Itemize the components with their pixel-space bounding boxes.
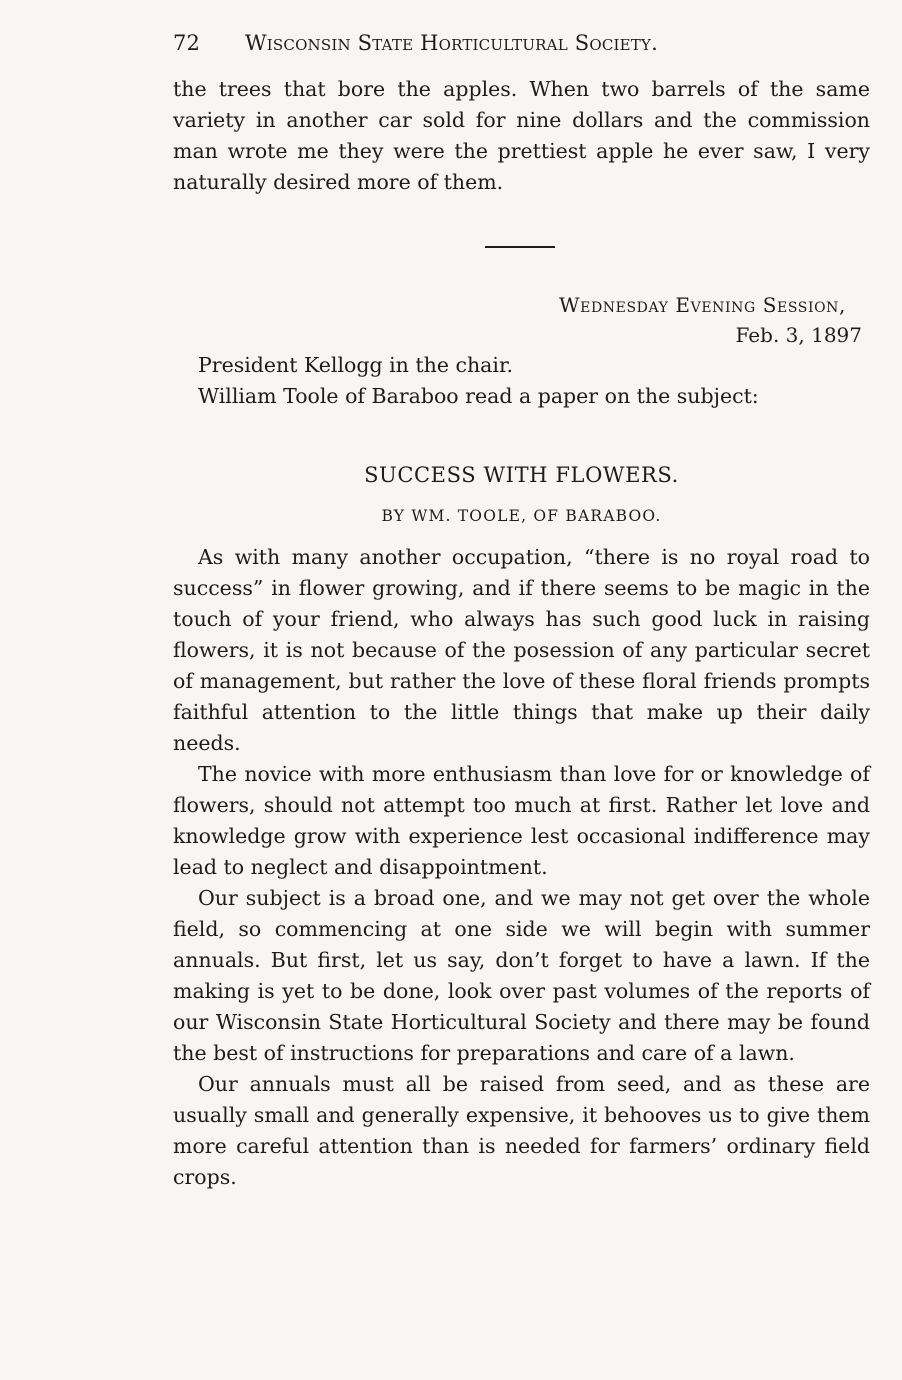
body-paragraph-2: The novice with more enthusiasm than love for or knowledge of flowers, should not attempt too much at first. Rather let love and knowledge grow with experience lest occasional indifference may lead to neglect and disappointment. [173,762,870,879]
page-number: 72 [173,31,201,55]
chair-line: President Kellogg in the chair. [198,353,514,377]
session-heading: Wednesday Evening Session, [558,293,846,317]
running-head [173,26,870,60]
body-paragraph-4: Our annuals must all be raised from seed, and as these are usually small and generally expensive, it behooves us to give them more careful attention than is needed for farmers’ ordinary field crops. [173,1072,870,1189]
session-date: Feb. 3, 1897 [735,323,862,347]
document-page [173,26,870,1193]
body-paragraph-3: Our subject is a broad one, and we may not get over the whole field, so commencing at one side we will begin with summer annuals. But first, let us say, don’t forget to have a lawn. If the making is yet to be done, look over past volumes of the reports of our Wisconsin State Horticultural Society and there may be found the best of instructions for preparations and care of a lawn. [173,886,870,1065]
article-byline: BY WM. TOOLE, OF BARABOO. [381,507,662,525]
section-divider [485,246,555,248]
reader-line: William Toole of Baraboo read a paper on the subject: [198,384,759,408]
running-head-title: Wisconsin State Horticultural Society. [245,31,658,55]
body-paragraph-1: As with many another occupation, “there is no royal road to success” in flower growing, and if there seems to be magic in the touch of your friend, who always has such good luck in raising flowers, it is not because of the posession of any particular secret of management, but rather the love of these floral friends prompts faithful attention to the little things that make up their daily needs. [173,545,870,755]
article-title: SUCCESS WITH FLOWERS. [364,463,679,487]
continuation-paragraph: the trees that bore the apples. When two barrels of the same variety in another car sold for nine dollars and the commission man wrote me they were the prettiest apple he ever saw, I very naturally desired more of them. [173,77,870,194]
